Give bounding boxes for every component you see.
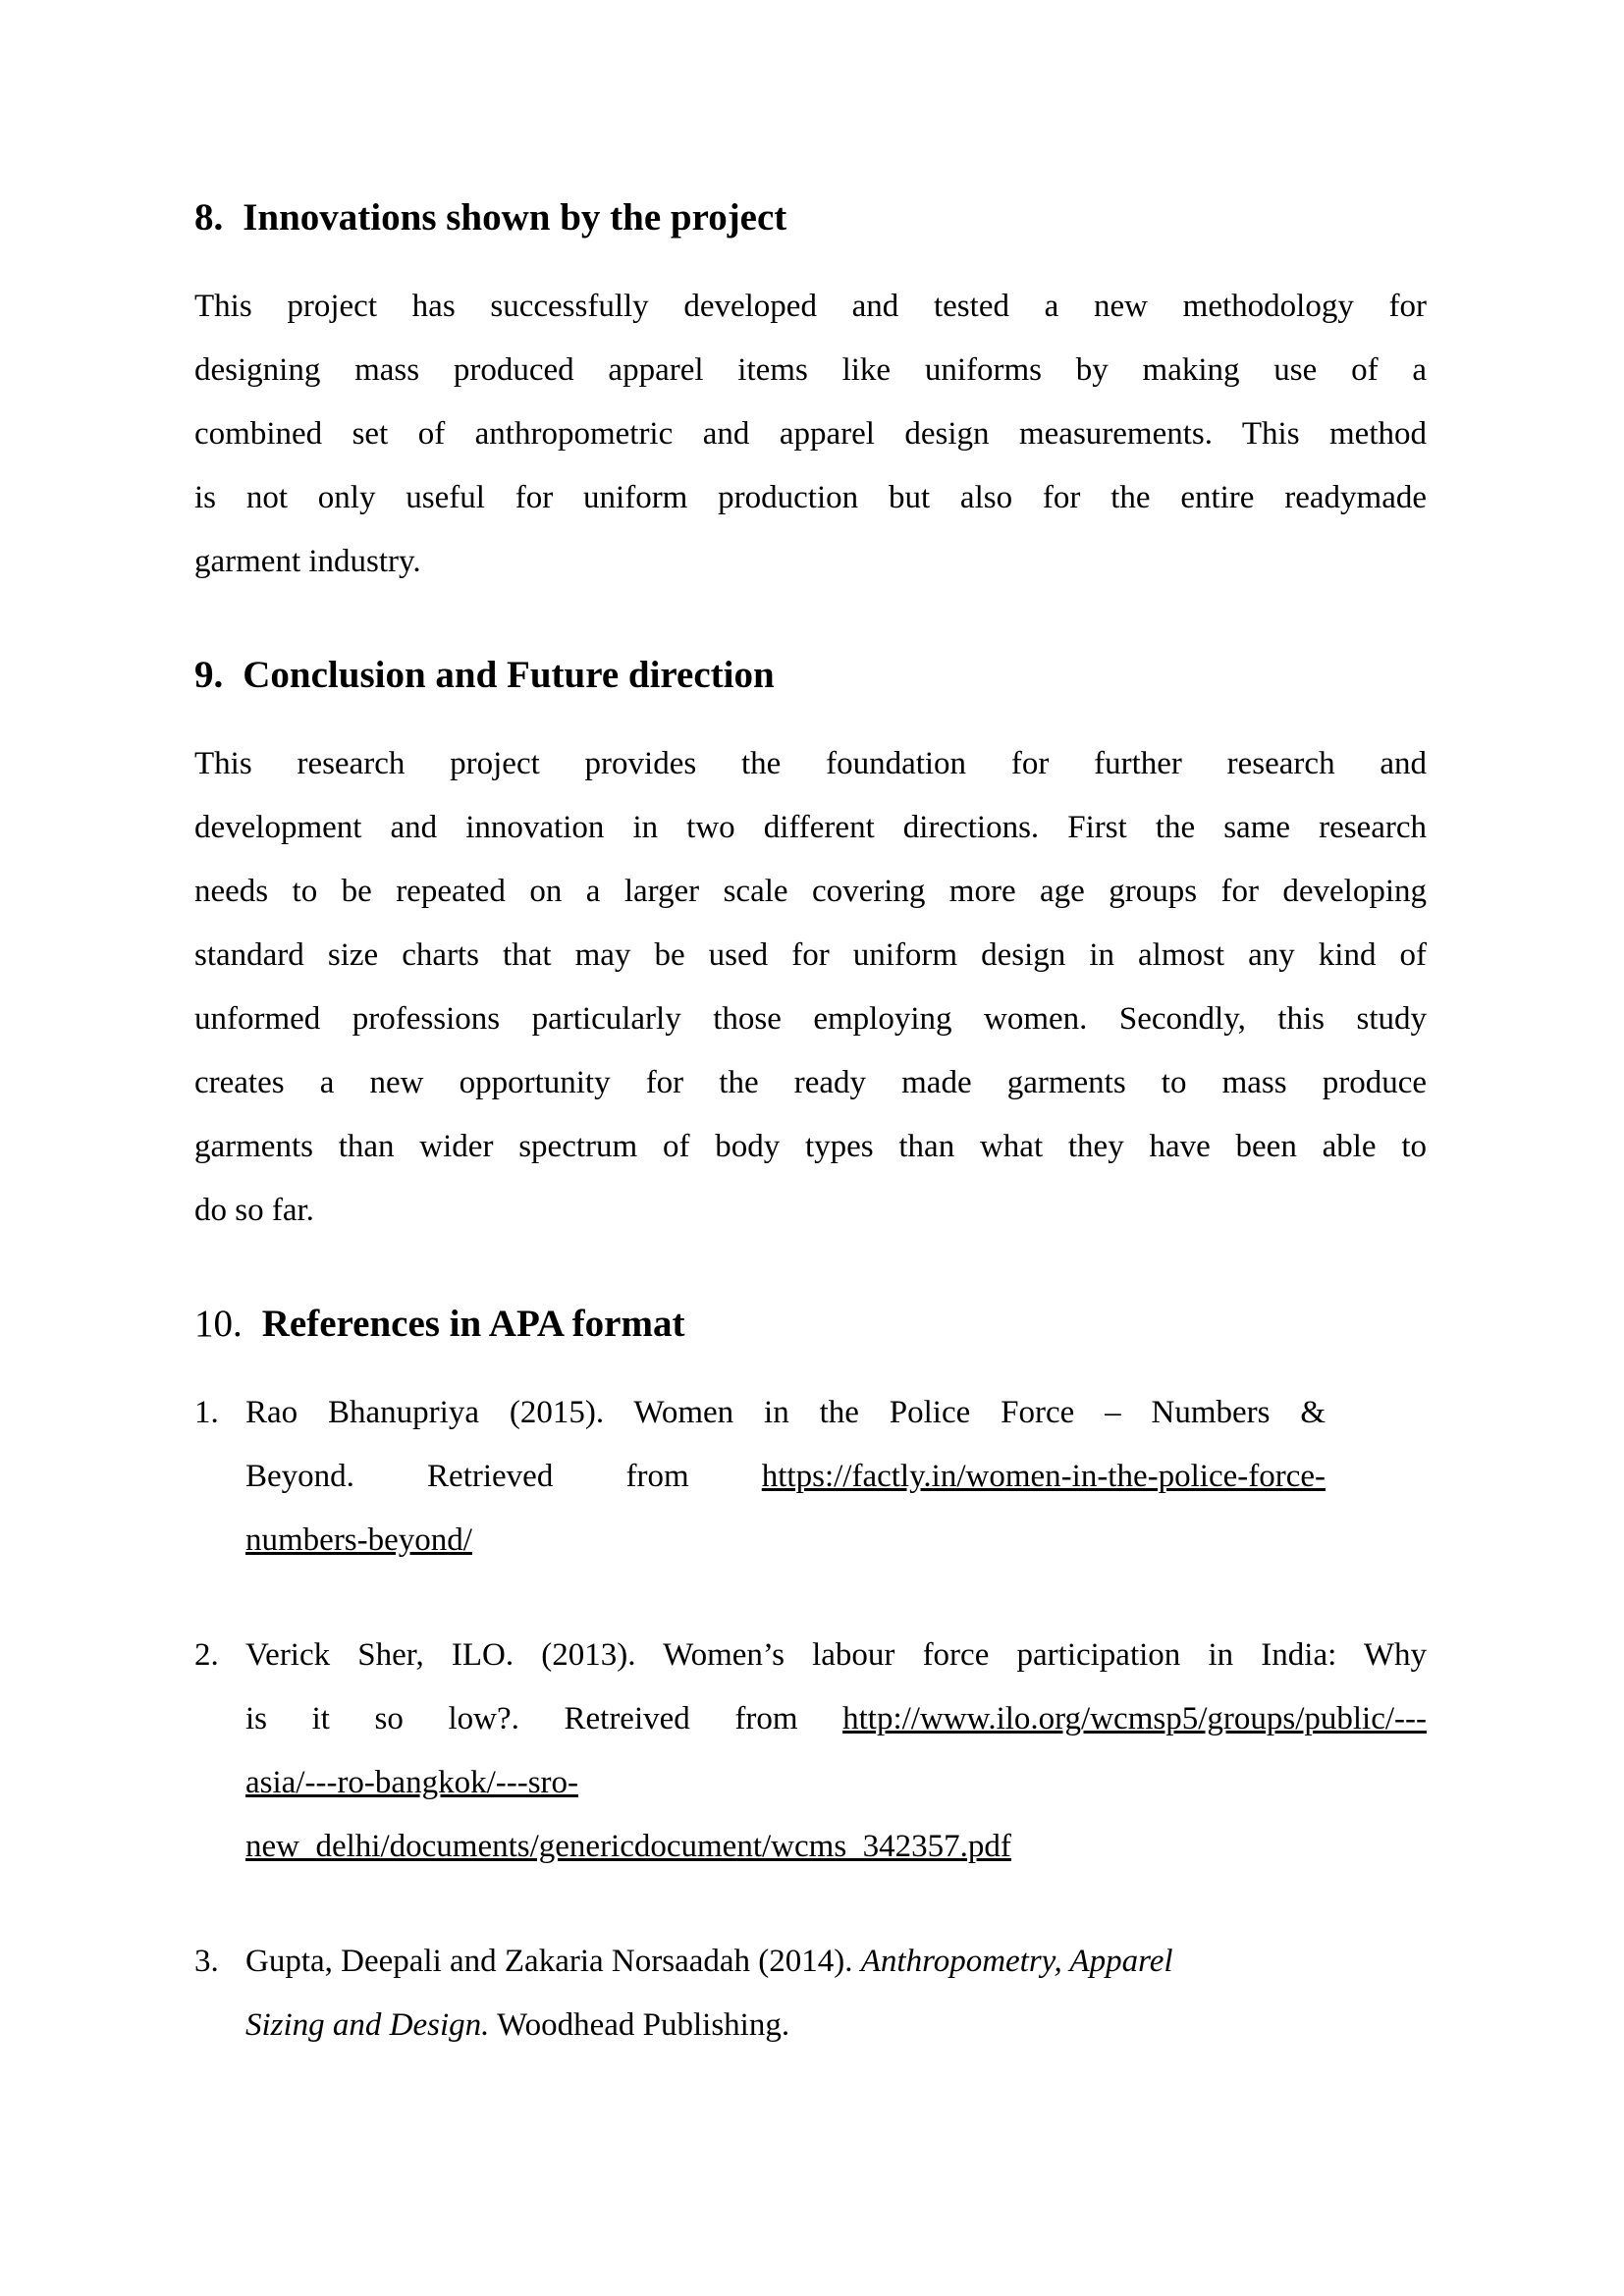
- text-segment: Rao Bhanupriya (2015). Women in the Police Force – Numbers &: [245, 1395, 1326, 1430]
- text-line: [194, 860, 1427, 924]
- text-segment: Woodhead Publishing.: [489, 2007, 790, 2043]
- text-segment: Gupta, Deepali and Zakaria Norsaadah (2014).: [245, 1944, 861, 1979]
- section-9-title: Conclusion and Future direction: [243, 654, 775, 696]
- reference-link[interactable]: https://factly.in/women-in-the-police-force-: [761, 1459, 1326, 1494]
- text-line: [194, 466, 1427, 530]
- section-conclusion: [194, 643, 1427, 1243]
- text-segment: combined set of anthropometric and apparel design measurements. This method: [194, 416, 1427, 452]
- reference-link[interactable]: new_delhi/documents/genericdocument/wcms_342357.pdf: [245, 1829, 1011, 1864]
- text-line: [245, 1687, 1427, 1751]
- section-9-paragraph: [194, 732, 1427, 1243]
- text-line: [194, 988, 1427, 1051]
- reference-link[interactable]: numbers-beyond/: [245, 1522, 472, 1558]
- reference-number: 3.: [194, 1944, 219, 1979]
- reference-list: [194, 1381, 1427, 2057]
- text-line: [245, 1815, 1427, 1879]
- text-line: [194, 1179, 1427, 1243]
- reference-text: [245, 1624, 1427, 1879]
- reference-number: 2.: [194, 1637, 219, 1673]
- text-line: [194, 275, 1427, 339]
- reference-item: [194, 1381, 1427, 1573]
- section-9-number: 9.: [194, 654, 224, 696]
- section-references: [194, 1292, 1427, 2057]
- text-segment: Anthropometry, Apparel: [860, 1944, 1173, 1979]
- text-segment: creates a new opportunity for the ready made garments to mass produce: [194, 1065, 1427, 1100]
- text-segment: is it so low?. Retreived from: [245, 1701, 843, 1736]
- text-segment: designing mass produced apparel items like uniforms by making use of a: [194, 352, 1427, 388]
- text-segment: This research project provides the foundation for further research and: [194, 746, 1427, 781]
- text-segment: do so far.: [194, 1193, 314, 1228]
- section-8-heading: [194, 186, 1427, 249]
- text-line: [194, 530, 1427, 594]
- section-9-heading: [194, 643, 1427, 707]
- text-line: [245, 1751, 1427, 1815]
- text-line: [194, 402, 1427, 466]
- reference-item: [194, 1930, 1427, 2057]
- text-line: [194, 924, 1427, 988]
- text-line: [245, 1624, 1427, 1687]
- text-segment: This project has successfully developed and tested a new methodology for: [194, 289, 1427, 324]
- text-segment: standard size charts that may be used for uniform design in almost any kind of: [194, 937, 1427, 973]
- text-line: [194, 796, 1427, 860]
- reference-number: 1.: [194, 1395, 219, 1430]
- text-segment: development and innovation in two different directions. First the same research: [194, 810, 1427, 845]
- section-innovations: [194, 186, 1427, 594]
- reference-text: [245, 1930, 1427, 2057]
- text-segment: garment industry.: [194, 544, 421, 579]
- reference-link[interactable]: asia/---ro-bangkok/---sro-: [245, 1765, 579, 1800]
- text-line: [194, 732, 1427, 796]
- text-line: [245, 1381, 1326, 1445]
- section-10-heading: [194, 1292, 1427, 1356]
- reference-item: [194, 1624, 1427, 1879]
- section-10-number: 10.: [194, 1303, 243, 1345]
- section-8-title: Innovations shown by the project: [243, 196, 787, 239]
- text-segment: garments than wider spectrum of body types than what they have been able to: [194, 1129, 1427, 1164]
- text-line: [245, 1445, 1326, 1509]
- text-line: [194, 1051, 1427, 1115]
- reference-text: [245, 1381, 1326, 1573]
- text-line: [194, 339, 1427, 402]
- text-segment: Beyond. Retrieved from: [245, 1459, 762, 1494]
- section-10-title: References in APA format: [261, 1303, 685, 1345]
- section-8-paragraph: [194, 275, 1427, 594]
- text-segment: Sizing and Design.: [245, 2007, 490, 2043]
- text-line: [245, 1509, 1326, 1573]
- text-segment: is not only useful for uniform production but also for the entire readymade: [194, 480, 1427, 515]
- text-line: [245, 1930, 1427, 1994]
- text-segment: needs to be repeated on a larger scale covering more age groups for developing: [194, 874, 1427, 909]
- section-8-number: 8.: [194, 196, 224, 239]
- text-line: [245, 1994, 1427, 2057]
- text-segment: unformed professions particularly those employing women. Secondly, this study: [194, 1001, 1427, 1037]
- text-line: [194, 1115, 1427, 1179]
- reference-link[interactable]: http://www.ilo.org/wcmsp5/groups/public/---: [842, 1701, 1427, 1736]
- text-segment: Verick Sher, ILO. (2013). Women’s labour force participation in India: Why: [245, 1637, 1427, 1673]
